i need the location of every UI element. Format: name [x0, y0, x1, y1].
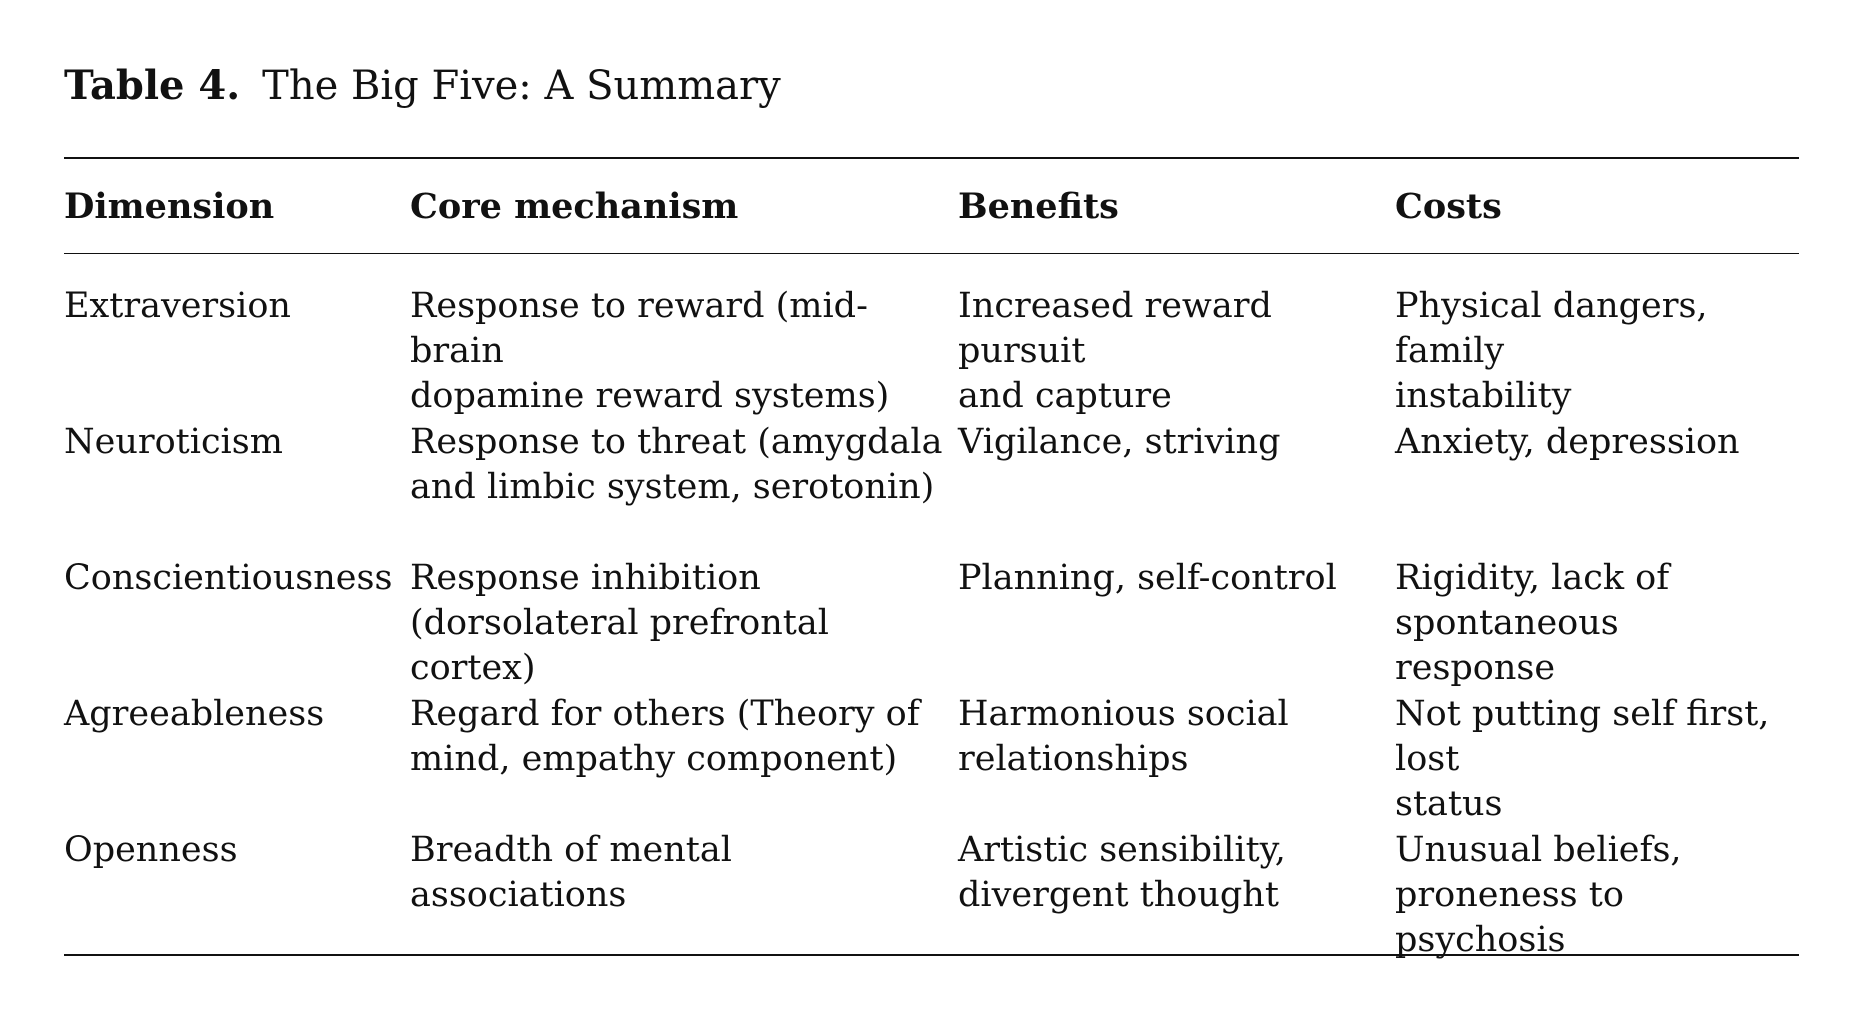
header-costs: Costs — [1395, 185, 1502, 227]
table-title: The Big Five: A Summary — [262, 63, 781, 109]
table-row — [64, 828, 1799, 960]
cell-benefits: Artistic sensibility, divergent thought — [958, 830, 1286, 915]
cell-dimension: Openness — [64, 830, 238, 870]
cell-mechanism: Breadth of mental associations — [410, 830, 732, 915]
cell-costs: Not putting self first, lost status — [1395, 694, 1770, 824]
big-five-table — [64, 157, 1799, 960]
cell-costs: Rigidity, lack of spontaneous response — [1395, 558, 1670, 688]
cell-benefits: Harmonious social relationships — [958, 694, 1289, 779]
cell-dimension: Agreeableness — [64, 694, 325, 734]
table-body — [64, 254, 1799, 960]
table-row — [64, 420, 1799, 556]
table-row — [64, 692, 1799, 828]
table-row — [64, 556, 1799, 692]
cell-mechanism: Response to reward (mid-brain dopamine reward systems) — [410, 286, 890, 416]
header-dimension: Dimension — [64, 185, 275, 227]
cell-benefits: Vigilance, striving — [958, 422, 1281, 462]
cell-mechanism: Response inhibition (dorsolateral prefrontal cortex) — [410, 558, 829, 688]
cell-benefits: Increased reward pursuit and capture — [958, 286, 1272, 416]
cell-costs: Anxiety, depression — [1395, 422, 1740, 462]
header-benefits: Benefits — [958, 185, 1119, 227]
cell-mechanism: Response to threat (amygdala and limbic system, serotonin) — [410, 422, 943, 507]
header-row — [64, 159, 1799, 253]
cell-costs: Physical dangers, family instability — [1395, 286, 1708, 416]
header-core-mechanism: Core mechanism — [410, 185, 739, 227]
cell-dimension: Conscientiousness — [64, 558, 393, 598]
table-caption — [64, 62, 781, 110]
table-row — [64, 284, 1799, 420]
cell-costs: Unusual beliefs, proneness to psychosis — [1395, 830, 1682, 960]
cell-dimension: Extraversion — [64, 286, 291, 326]
cell-dimension: Neuroticism — [64, 422, 283, 462]
table-number: Table 4. — [64, 62, 241, 109]
cell-mechanism: Regard for others (Theory of mind, empathy component) — [410, 694, 920, 779]
cell-benefits: Planning, self-control — [958, 558, 1337, 598]
